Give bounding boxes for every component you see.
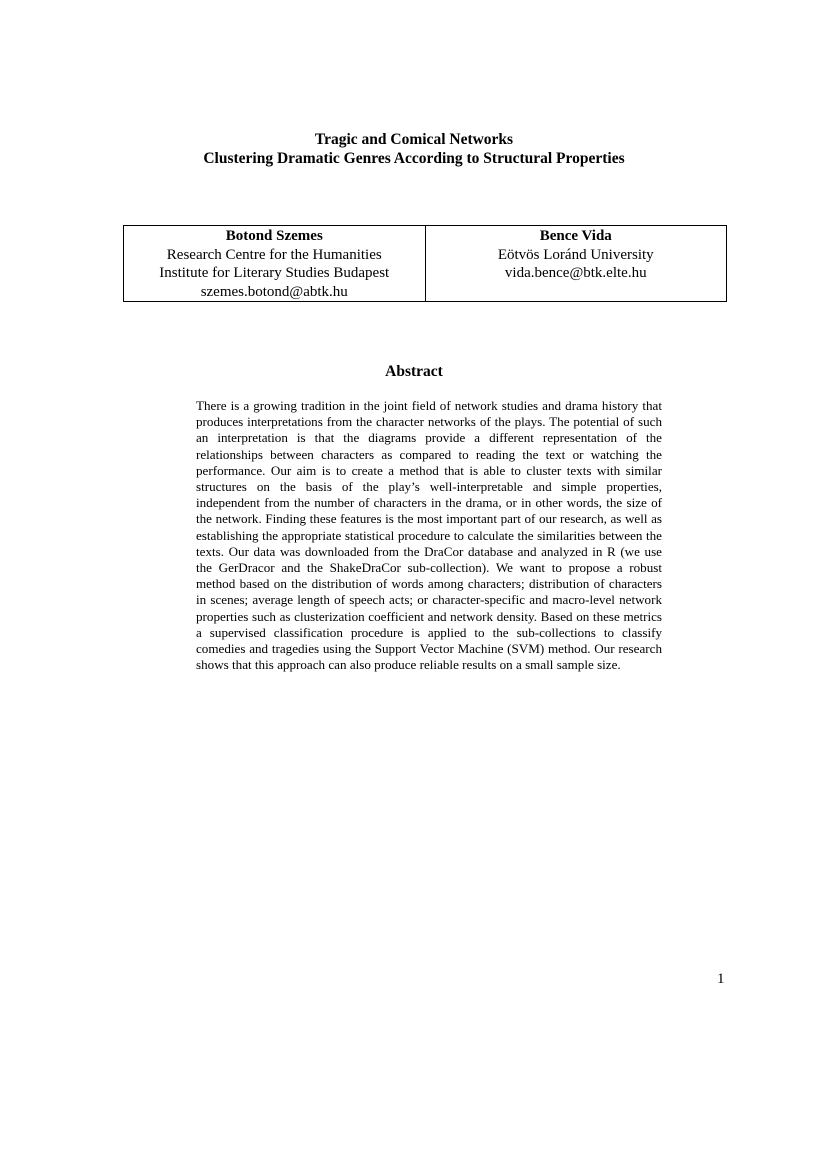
author-email: vida.bence@btk.elte.hu bbox=[504, 265, 647, 281]
paper-title bbox=[0, 130, 828, 168]
abstract-heading: Abstract bbox=[385, 363, 443, 380]
author-affiliation: Institute for Literary Studies Budapest bbox=[159, 265, 390, 281]
author-name: Bence Vida bbox=[539, 228, 612, 244]
author-block-vida bbox=[425, 226, 727, 301]
title-line-1: Tragic and Comical Networks bbox=[314, 131, 514, 148]
author-table bbox=[123, 225, 727, 302]
author-block-szemes bbox=[124, 226, 425, 301]
page-number: 1 bbox=[717, 971, 725, 987]
author-affiliation: Research Centre for the Humanities bbox=[166, 246, 382, 263]
author-affiliation: Eötvös Loránd University bbox=[497, 246, 654, 263]
title-line-2: Clustering Dramatic Genres According to Structural Properties bbox=[203, 150, 625, 167]
author-email: szemes.botond@abtk.hu bbox=[200, 283, 348, 300]
abstract-text: There is a growing tradition in the joint field of network studies and drama history that produces interpretations from the character networks of the plays. The potential of such an interpretation is that the diagrams provide a different representation of the relationships between characters as compared to reading the text or watching the performance. Our aim is to create a method that is able to cluster texts with similar structures on the basis of the play’s well-interpretable and simple properties, independent from the number of characters in the drama, or in other words, the size of the network. Finding these features is the most important part of our research, as well as establishing the appropriate statistical procedure to calculate the similarities between the texts. Our data was downloaded from the DraCor database and analyzed in R (we use the GerDracor and the ShakeDraCor sub-collection). We want to propose a robust method based on the distribution of words among characters; distribution of characters in scenes; average length of speech acts; or character-specific and macro-level network properties such as clusterization coefficient and network density. Based on these metrics a supervised classification procedure is applied to the sub-collections to classify comedies and tragedies using the Support Vector Machine (SVM) method. Our research shows that this approach can also produce reliable results on a small sample size. bbox=[196, 398, 662, 673]
author-name: Botond Szemes bbox=[225, 228, 323, 244]
